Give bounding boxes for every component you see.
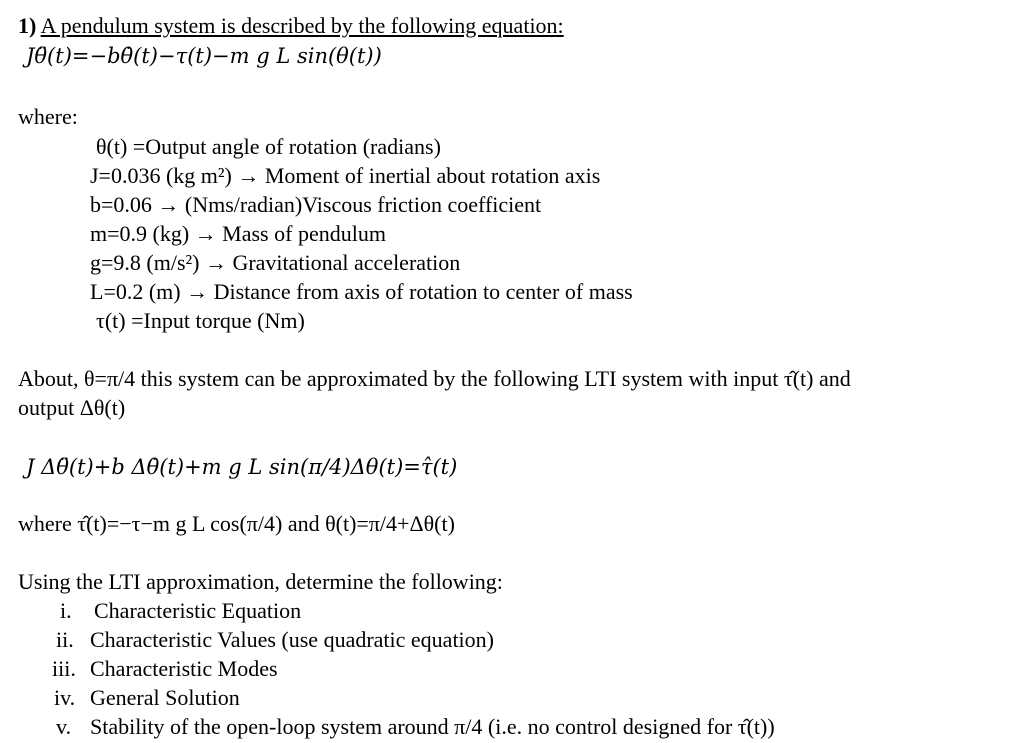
task-text: Characteristic Equation — [94, 598, 302, 623]
where-line: where τ̂(t)=−τ−m g L cos(π/4) and θ(t)=π/4+Δθ(t) — [18, 511, 455, 536]
task-intro: Using the LTI approximation, determine the following: — [18, 569, 503, 594]
task-number: ii. — [56, 627, 74, 652]
definition-g: g=9.8 (m/s²) → Gravitational acceleration — [90, 250, 461, 275]
where-label: where: — [18, 104, 78, 129]
definition-tau: τ(t) =Input torque (Nm) — [96, 308, 305, 333]
question-intro: A pendulum system is described by the following equation: — [40, 13, 564, 38]
about-line-1: About, θ=π/4 this system can be approximated by the following LTI system with input τ̂(t) and — [18, 366, 851, 391]
task-item — [60, 597, 301, 625]
definition-j: J=0.036 (kg m²) → Moment of inertial about rotation axis — [90, 163, 601, 188]
pendulum-equation: Jθ̈(t)=−bθ̇(t)−τ(t)−m g L sin(θ(t)) — [26, 44, 382, 68]
definition-m: m=0.9 (kg) → Mass of pendulum — [90, 221, 386, 246]
task-text: Characteristic Values (use quadratic equation) — [90, 627, 494, 652]
task-item — [56, 713, 775, 741]
task-number: iv. — [54, 685, 76, 710]
task-text: Stability of the open-loop system around π/4 (i.e. no control designed for τ̂(t)) — [90, 714, 775, 739]
task-item — [52, 655, 278, 683]
task-text: Characteristic Modes — [90, 656, 278, 681]
definition-theta: θ(t) =Output angle of rotation (radians) — [96, 134, 441, 159]
definition-l: L=0.2 (m) → Distance from axis of rotation to center of mass — [90, 279, 633, 304]
lti-equation: J Δθ̈(t)+b Δθ̇(t)+m g L sin(π/4)Δθ(t)=τ̂(t) — [26, 455, 458, 479]
task-number: v. — [56, 714, 72, 739]
question-header — [18, 12, 564, 40]
task-item — [56, 626, 494, 654]
task-text: General Solution — [90, 685, 240, 710]
definition-b: b=0.06 → (Nms/radian)Viscous friction coefficient — [90, 192, 542, 217]
question-number: 1) — [18, 13, 37, 38]
about-line-2: output Δθ(t) — [18, 395, 126, 420]
task-number: i. — [60, 598, 72, 623]
task-item — [54, 684, 240, 712]
task-number: iii. — [52, 656, 76, 681]
